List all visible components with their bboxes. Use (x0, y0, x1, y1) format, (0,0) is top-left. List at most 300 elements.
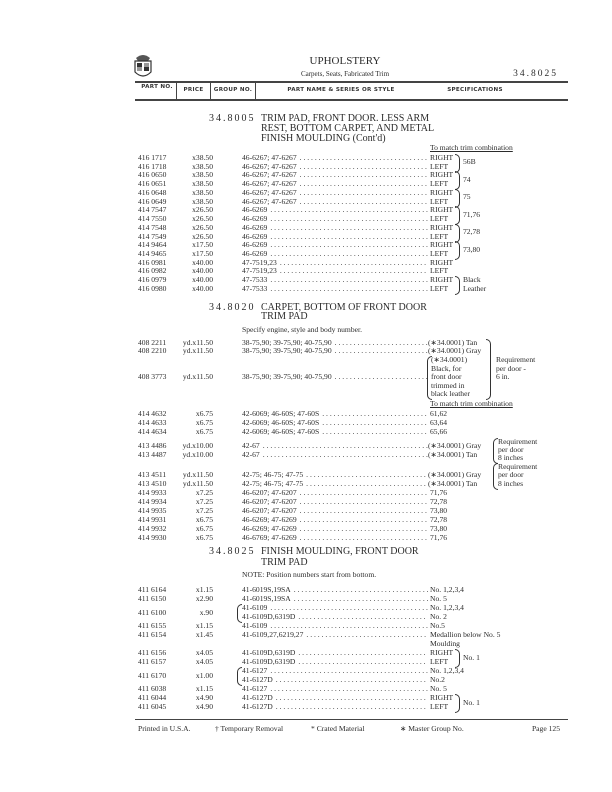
part-number: 411 6044 (138, 693, 167, 702)
trim-combination-note: 74 (463, 174, 471, 184)
part-number: 414 7549 (138, 231, 167, 241)
specification: LEFT (430, 196, 449, 206)
dot-leader (300, 163, 428, 171)
part-number: 414 4633 (138, 418, 167, 427)
price: x38.50 (192, 196, 213, 206)
price: x26.50 (192, 222, 213, 232)
dot-leader (335, 339, 428, 347)
page-subtitle: Carpets, Seats, Fabricated Trim (300, 70, 390, 78)
part-name-text: 42-6069; 46-60S; 47-60S (242, 419, 320, 427)
part-name (242, 498, 428, 506)
part-number: 414 4634 (138, 427, 167, 436)
part-number: 416 0980 (138, 283, 167, 293)
part-name-text: 41-6109 (242, 622, 268, 630)
specification: (∗34.0001) Tan (428, 450, 478, 459)
part-name-text: 47-7519,23 (242, 267, 277, 276)
part-name-text: 41-6109,27,6219,27 (242, 631, 304, 639)
part-number: 411 6170 (138, 670, 167, 680)
price: yd.x10.00 (182, 450, 213, 459)
part-name (242, 206, 428, 214)
requirement-note: per door (498, 445, 524, 454)
price: x6.75 (195, 524, 213, 533)
dot-leader (300, 534, 428, 542)
specification: RIGHT (430, 170, 454, 180)
column-header-price: PRICE (183, 87, 204, 93)
price: x26.50 (192, 205, 213, 215)
column-header-part-name: PART NAME & SERIES OR STYLE (287, 87, 395, 93)
specification: (∗34.0001) Tan (428, 338, 478, 347)
specification: Black, for (431, 363, 462, 373)
part-number: 416 0650 (138, 170, 167, 180)
specification: LEFT (430, 231, 449, 241)
part-number: 414 9932 (138, 524, 167, 533)
specification: 72,78 (430, 497, 448, 506)
right-brace (455, 224, 460, 243)
price: x6.75 (195, 418, 213, 427)
part-number: 416 0651 (138, 179, 167, 189)
part-number: 416 0981 (138, 257, 167, 267)
price: x.90 (199, 607, 213, 617)
part-name-text: 42-75; 46-75; 47-75 (242, 480, 304, 488)
specification: (∗34.0001) Gray (428, 346, 482, 355)
part-name (242, 163, 428, 171)
part-name-text: 46-6269 (242, 223, 268, 232)
right-brace (455, 206, 460, 225)
dot-leader (280, 259, 428, 267)
dot-leader (300, 525, 428, 533)
dot-leader (270, 604, 428, 612)
specification: No. 5 (430, 684, 447, 693)
price: x1.15 (195, 684, 213, 693)
match-label: To match trim combination (430, 399, 513, 408)
specification: No. 2 (430, 612, 447, 621)
section-number: 34.8020 (209, 302, 256, 313)
dot-leader (300, 154, 428, 162)
specification: RIGHT (430, 257, 454, 267)
specification: LEFT (430, 657, 449, 666)
requirement-note: per door (498, 470, 524, 479)
part-name-text: 41-6109D,6319D (242, 649, 296, 657)
price: x1.15 (195, 585, 213, 594)
dot-leader (276, 694, 428, 702)
part-number: 408 2211 (138, 338, 167, 347)
part-name (242, 215, 428, 223)
price: x26.50 (192, 214, 213, 224)
footer-legend-temporary: † Temporary Removal (215, 724, 284, 733)
dot-leader (300, 189, 428, 197)
part-name (242, 442, 428, 450)
part-number: 414 7548 (138, 222, 167, 232)
specification: Moulding (430, 639, 460, 648)
price: yd.x11.50 (182, 479, 213, 488)
part-name-text: 41-6109D,6319D (242, 658, 296, 666)
part-number: 411 6156 (138, 648, 167, 657)
part-number: 414 9930 (138, 533, 167, 542)
specification: 73,80 (430, 506, 448, 515)
price: yd.x11.50 (182, 372, 213, 381)
part-number: 408 3773 (138, 372, 167, 381)
dot-leader (270, 622, 428, 630)
part-name (242, 507, 428, 515)
part-name (242, 471, 428, 479)
part-number: 414 9931 (138, 515, 167, 524)
dot-leader (306, 471, 428, 479)
dot-leader (298, 658, 428, 666)
part-name-text: 41-6109D,6319D (242, 613, 296, 621)
part-name (242, 241, 428, 249)
dot-leader (263, 451, 428, 459)
trim-combination-note: 56B (463, 157, 476, 167)
specification: RIGHT (430, 240, 454, 250)
price: yd.x11.50 (182, 470, 213, 479)
section-title: TRIM PAD, FRONT DOOR. LESS ARM (261, 113, 430, 124)
part-number: 411 6154 (138, 630, 167, 639)
price: x7.25 (195, 506, 213, 515)
part-number: 414 7550 (138, 214, 167, 224)
price: x6.75 (195, 515, 213, 524)
right-brace (455, 171, 460, 190)
part-name (242, 667, 428, 675)
price: x38.50 (192, 153, 213, 162)
dot-leader (300, 180, 428, 188)
dot-leader (335, 347, 428, 355)
specification: 71,76 (430, 488, 448, 497)
trim-combination-note: 72,78 (463, 227, 481, 237)
price: x38.50 (192, 161, 213, 171)
position-note: No. 1 (463, 652, 480, 662)
part-name-text: 46-6269 (242, 241, 268, 250)
left-brace (427, 356, 432, 400)
part-number: 414 9464 (138, 240, 167, 250)
price: x2.90 (195, 594, 213, 603)
part-number: 414 7547 (138, 205, 167, 215)
part-name-text: 46-6267; 47-6267 (242, 188, 297, 197)
specification: LEFT (430, 249, 449, 259)
specification: Medallion below No. 5 (430, 630, 501, 639)
footer-printed: Printed in U.S.A. (138, 724, 191, 733)
part-name-text: 42-6069; 46-60S; 47-60S (242, 410, 320, 418)
right-brace (455, 154, 460, 173)
part-number: 411 6150 (138, 594, 167, 603)
part-number: 414 9465 (138, 249, 167, 259)
part-name (242, 451, 428, 459)
part-name (242, 622, 428, 630)
specification: LEFT (430, 214, 449, 224)
dot-leader (270, 667, 428, 675)
part-name (242, 428, 428, 436)
part-name-text: 46-6769; 47-6269 (242, 534, 297, 542)
part-name-text: 46-6269 (242, 206, 268, 215)
section-title: REST, BOTTOM CARPET, AND METAL (261, 123, 435, 134)
right-brace (455, 241, 460, 260)
part-name-text: 46-6269 (242, 232, 268, 241)
price: x1.00 (195, 670, 213, 680)
part-name (242, 339, 428, 347)
part-name-text: 46-6269; 47-6269 (242, 516, 297, 524)
dot-leader (335, 373, 428, 381)
specification: (∗34.0001) Gray (428, 470, 482, 479)
match-label: To match trim combination (430, 143, 513, 152)
part-number: 411 6155 (138, 621, 167, 630)
header-bottom-rule (135, 99, 568, 101)
part-name-text: 41-6109 (242, 604, 268, 612)
price: x40.00 (192, 283, 213, 293)
part-name-text: 46-6269 (242, 250, 268, 259)
part-name (242, 250, 428, 258)
dot-leader (300, 198, 428, 206)
trim-combination-note: 71,76 (463, 209, 481, 219)
part-name (242, 224, 428, 232)
dot-leader (276, 703, 428, 711)
part-number: 416 0982 (138, 266, 167, 276)
price: x4.05 (195, 648, 213, 657)
specification: 71,76 (430, 533, 448, 542)
dot-leader (306, 480, 428, 488)
dot-leader (270, 285, 428, 293)
requirement-note: Requirement (496, 355, 536, 364)
dot-leader (294, 595, 428, 603)
specification: LEFT (430, 702, 449, 711)
dot-leader (300, 171, 428, 179)
part-name (242, 171, 428, 179)
price: x7.25 (195, 488, 213, 497)
part-name (242, 233, 428, 241)
dot-leader (270, 215, 428, 223)
position-note: No. 1 (463, 697, 480, 707)
page-title: UPHOLSTERY (309, 55, 381, 67)
part-name (242, 516, 428, 524)
part-name (242, 373, 428, 381)
price: x6.75 (195, 427, 213, 436)
dot-leader (294, 586, 428, 594)
specification: 63,64 (430, 418, 448, 427)
price: x4.90 (195, 702, 213, 711)
footer-legend-crated: * Crated Material (311, 724, 365, 733)
price: yd.x11.50 (182, 346, 213, 355)
part-name-text: 41-6127 (242, 667, 268, 675)
part-name (242, 703, 428, 711)
specification: RIGHT (430, 153, 454, 162)
dot-leader (276, 676, 428, 684)
part-number: 411 6164 (138, 585, 167, 594)
part-number: 411 6045 (138, 702, 167, 711)
part-number: 413 4511 (138, 470, 167, 479)
part-number: 414 9933 (138, 488, 167, 497)
part-name-text: 42-6069; 46-60S; 47-60S (242, 428, 320, 436)
part-name-text: 38-75,90; 39-75,90; 40-75,90 (242, 347, 332, 355)
part-name (242, 658, 428, 666)
part-number: 411 6157 (138, 657, 167, 666)
price: x1.15 (195, 621, 213, 630)
part-name-text: 46-6269 (242, 215, 268, 224)
part-number: 408 2210 (138, 346, 167, 355)
specification: 61,62 (430, 409, 448, 418)
part-number: 413 4487 (138, 450, 167, 459)
column-header-group-no: GROUP NO. (213, 87, 253, 93)
dot-leader (298, 613, 428, 621)
part-number: 414 4632 (138, 409, 167, 418)
specification: RIGHT (430, 648, 454, 657)
requirement-note: 8 inches (498, 453, 524, 462)
footer-legend-master: ∗ Master Group No. (400, 724, 464, 733)
specification: RIGHT (430, 275, 454, 285)
part-number: 414 9935 (138, 506, 167, 515)
price: x4.90 (195, 693, 213, 702)
part-name-text: 46-6207; 47-6207 (242, 507, 297, 515)
dot-leader (270, 241, 428, 249)
part-name-text: 47-7519,23 (242, 258, 277, 267)
specification: RIGHT (430, 222, 454, 232)
part-number: 414 9934 (138, 497, 167, 506)
specification: 65,66 (430, 427, 448, 436)
part-name-text: 42-67 (242, 451, 260, 459)
part-name (242, 525, 428, 533)
part-name (242, 198, 428, 206)
specification: front door (431, 372, 462, 381)
dot-leader (300, 516, 428, 524)
price: yd.x10.00 (182, 441, 213, 450)
specification: LEFT (430, 283, 449, 293)
part-name-text: 46-6269; 47-6269 (242, 525, 297, 533)
specification: LEFT (430, 266, 449, 276)
part-name-text: 41-6127D (242, 703, 273, 711)
part-name-text: 46-6267; 47-6267 (242, 180, 297, 189)
part-name (242, 613, 428, 621)
part-name (242, 347, 428, 355)
part-number: 416 0648 (138, 187, 167, 197)
part-name (242, 685, 428, 693)
price: x40.00 (192, 266, 213, 276)
specification: RIGHT (430, 693, 454, 702)
trim-combination-note: 73,80 (463, 244, 481, 254)
part-name (242, 419, 428, 427)
dot-leader (300, 498, 428, 506)
part-name-text: 47-7533 (242, 284, 268, 293)
dot-leader (322, 428, 428, 436)
price: x38.50 (192, 170, 213, 180)
part-name (242, 410, 428, 418)
specification: LEFT (430, 179, 449, 189)
right-brace (455, 649, 460, 668)
specification: RIGHT (430, 205, 454, 215)
part-name (242, 154, 428, 162)
section-instruction: NOTE: Position numbers start from bottom. (242, 570, 377, 579)
part-name-text: 46-6207; 47-6207 (242, 489, 297, 497)
part-name (242, 489, 428, 497)
section-title: FINISH MOULDING, FRONT DOOR (261, 546, 419, 557)
part-name (242, 480, 428, 488)
dot-leader (270, 250, 428, 258)
specification: No. 1,2,3,4 (430, 585, 464, 594)
right-brace (455, 694, 460, 713)
requirement-note: per door - (496, 363, 526, 373)
part-name-text: 46-6267; 47-6267 (242, 171, 297, 180)
requirement-note: Requirement (498, 462, 538, 471)
part-name (242, 189, 428, 197)
part-name (242, 649, 428, 657)
header-top-rule (135, 81, 568, 83)
part-name-text: 46-6267; 47-6267 (242, 162, 297, 171)
price: x40.00 (192, 275, 213, 285)
section-title: CARPET, BOTTOM OF FRONT DOOR (261, 302, 427, 313)
section-title: TRIM PAD (261, 557, 308, 568)
right-brace (455, 276, 460, 295)
specification: No.2 (430, 675, 445, 684)
part-name (242, 604, 428, 612)
trim-note: Black (463, 275, 481, 285)
part-name-text: 46-6267; 47-6267 (242, 154, 297, 162)
right-brace (455, 189, 460, 208)
price: x17.50 (192, 249, 213, 259)
part-number: 413 4510 (138, 479, 167, 488)
part-name-text: 46-6207; 47-6207 (242, 498, 297, 506)
specification: RIGHT (430, 187, 454, 197)
part-name-text: 41-6019S,19SA (242, 595, 291, 603)
price: x38.50 (192, 187, 213, 197)
specification: No. 1,2,3,4 (430, 603, 464, 612)
specification: trimmed in (431, 380, 465, 390)
price: x7.25 (195, 497, 213, 506)
specification: No. 1,2,3,4 (430, 666, 464, 675)
footer-rule (135, 719, 568, 720)
dot-leader (300, 489, 428, 497)
part-name (242, 180, 428, 188)
specification: (∗34.0001) (431, 355, 468, 364)
dot-leader (270, 276, 428, 284)
requirement-note: 6 in. (496, 372, 510, 381)
price: yd.x11.50 (182, 338, 213, 347)
page-number: Page 125 (531, 724, 560, 733)
price: x40.00 (192, 257, 213, 267)
part-number: 413 4486 (138, 441, 167, 450)
part-name-text: 47-7533 (242, 276, 268, 285)
dot-leader (322, 419, 428, 427)
part-name (242, 259, 428, 267)
dot-leader (280, 267, 428, 275)
part-number: 416 1718 (138, 161, 167, 171)
part-number: 411 6038 (138, 684, 167, 693)
part-name-text: 41-6127D (242, 694, 273, 702)
crest-logo-icon (132, 52, 154, 80)
part-name (242, 631, 428, 639)
dot-leader (322, 410, 428, 418)
requirement-note: 8 inches (498, 479, 524, 488)
part-name (242, 586, 428, 594)
specification: No. 5 (430, 594, 447, 603)
right-brace (486, 339, 491, 400)
section-title: TRIM PAD (261, 311, 308, 322)
specification: 72,78 (430, 515, 448, 524)
specification: black leather (431, 389, 470, 398)
part-name (242, 285, 428, 293)
price: x38.50 (192, 179, 213, 189)
price: x17.50 (192, 240, 213, 250)
part-number: 416 1717 (138, 153, 167, 162)
part-name-text: 41-6127 (242, 685, 268, 693)
dot-leader (300, 507, 428, 515)
specification: (∗34.0001) Gray (428, 441, 482, 450)
dot-leader (263, 442, 428, 450)
part-name-text: 41-6019S,19SA (242, 586, 291, 594)
section-instruction: Specify engine, style and body number. (242, 325, 362, 334)
group-number: 34.8025 (513, 69, 558, 79)
price: x6.75 (195, 409, 213, 418)
part-name-text: 38-75,90; 39-75,90; 40-75,90 (242, 339, 332, 347)
specification: No.5 (430, 621, 445, 630)
part-name-text: 42-75; 46-75; 47-75 (242, 471, 304, 479)
section-title: FINISH MOULDING (Cont'd) (261, 133, 386, 144)
trim-combination-note: 75 (463, 192, 471, 202)
